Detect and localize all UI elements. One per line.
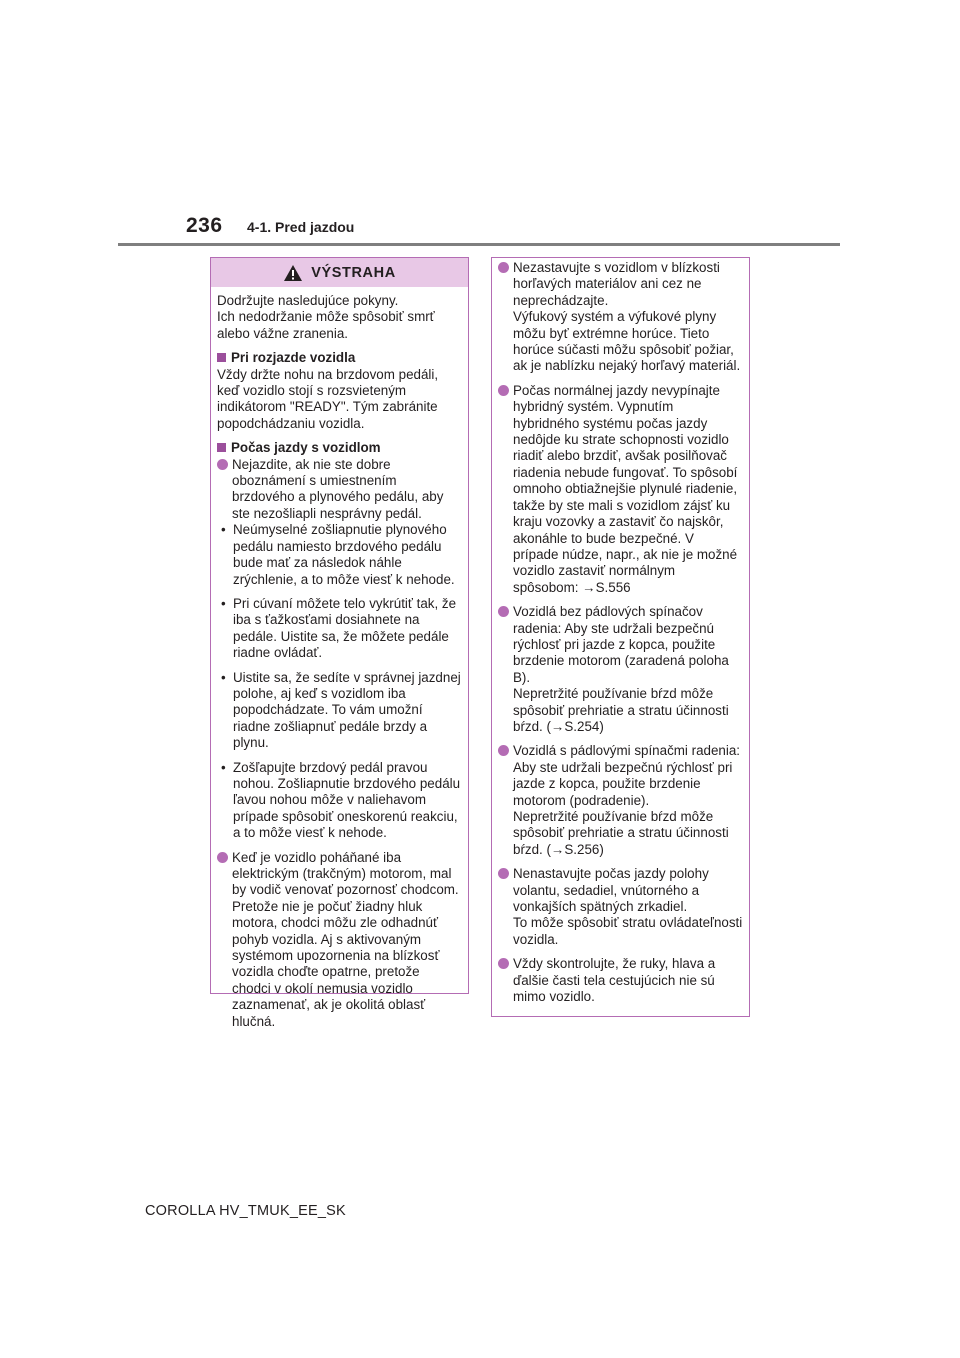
circle-bullet-icon: [217, 852, 228, 863]
section-text: Vždy držte nohu na brzdovom pedáli, keď vozidlo stojí s rozsvieteným indikátorom "READY". Tým zabránite popodchádzaniu vozidla.: [217, 366, 439, 431]
list-item: • Zošľapujte brzdový pedál pravou nohou. Zošliapnutie brzdového pedálu ľavou nohou môže v naliehavom prípade spôsobiť oneskorenú reakciu, a to môže viesť k nehode.: [217, 760, 462, 842]
dot-bullet-icon: •: [221, 759, 226, 775]
circle-bullet-icon: [217, 459, 228, 470]
section-title: 4-1. Pred jazdou: [247, 219, 355, 235]
dot-bullet-icon: •: [221, 595, 226, 611]
list-item: • Uistite sa, že sedíte v správnej jazdnej polohe, aj keď s vozidlom iba popodchádzate. To vám umožní riadne zošliapnuť pedále brzdy a plynu.: [217, 670, 462, 752]
dot-bullet-icon: •: [221, 669, 226, 685]
circle-bullet-icon: [498, 385, 509, 396]
list-item: Nenastavujte počas jazdy polohy volantu, sedadiel, vnútorného a vonkajších spätných zrkadiel. To môže spôsobiť stratu ovládateľnosti vozidla.: [498, 866, 743, 948]
warning-intro: Dodržujte nasledujúce pokyny. Ich nedodržanie môže spôsobiť smrť alebo vážne zranenia.: [217, 293, 435, 341]
warning-title: VÝSTRAHA: [311, 264, 396, 281]
warning-box-left: [210, 257, 469, 1029]
list-item: Počas normálnej jazdy nevypínajte hybridný systém. Vypnutím hybridného systému počas jazdy nedôjde ku strate schopnosti vozidlo riadiť alebo brzdiť, avšak posilňovač riadenia nebude fungovať. To spôsobí omnoho obtiažnejšie plynulé riadenie, takže by ste mali s vozidlom zájsť ku kraju vozovky a zastaviť čo najskôr, akonáhle to bude bezpečné. V prípade núdze, napr., ak nie je možné vozidlo zastaviť normálnym spôsobom: →S.556: [498, 383, 743, 596]
warning-header: [211, 258, 468, 287]
list-item: • Pri cúvaní môžete telo vykrútiť tak, že iba s ťažkosťami dosiahnete na pedále. Uistite sa, že môžete pedále riadne ovládať.: [217, 596, 462, 662]
circle-bullet-icon: [498, 262, 509, 273]
circle-bullet-icon: [498, 745, 509, 756]
list-item: • Neúmyselné zošliapnutie plynového pedálu namiesto brzdového pedálu bude mať za následok náhle zrýchlenie, a to môže viesť k nehode.: [217, 522, 462, 588]
warning-triangle-icon: [283, 264, 303, 282]
list-item: Vždy skontrolujte, že ruky, hlava a ďalšie časti tela cestujúcich nie sú mimo vozidlo.: [498, 956, 743, 1005]
list-item: Nejazdite, ak nie ste dobre oboznámení s umiestnením brzdového a plynového pedálu, aby ste nezošliapli nesprávny pedál.: [217, 457, 462, 523]
list-item: Vozidlá bez pádlových spínačov radenia: Aby ste udržali bezpečnú rýchlosť pri jazde z kopca, použite brzdenie motorom (zaradená poloha B). Nepretržité používanie bŕzd môže spôsobiť prehriatie a stratu účinnosti bŕzd. (→S.254): [498, 604, 743, 735]
square-bullet-icon: [217, 443, 226, 452]
circle-bullet-icon: [498, 868, 509, 879]
header-divider: [118, 243, 840, 246]
list-item: Keď je vozidlo poháňané iba elektrickým (trakčným) motorom, mal by vodič venovať pozornosť chodcom. Pretože nie je počuť žiadny hluk motora, chodci môžu zle odhadnúť pohyb vozidla. Aj s aktivovaným systémom upozornenia na blízkosť vozidla choďte opatrne, pretože chodci v okolí nemusia vozidlo zaznamenať, ak je okolitá oblasť hlučná.: [217, 850, 462, 1030]
footer-doc-id: COROLLA HV_TMUK_EE_SK: [145, 1203, 346, 1219]
circle-bullet-icon: [498, 606, 509, 617]
square-bullet-icon: [217, 353, 226, 362]
warning-box-right: [491, 257, 750, 1017]
dot-bullet-icon: •: [221, 522, 226, 538]
section-heading: Počas jazdy s vozidlom: [217, 440, 462, 456]
section-heading: Pri rozjazde vozidla: [217, 350, 462, 366]
list-item: Nezastavujte s vozidlom v blízkosti horľavých materiálov ani cez ne neprechádzajte. Výfukový systém a výfukové plyny môžu byť extrémne horúce. Tieto horúce súčasti môžu spôsobiť požiar, ak je nablízku nejaký horľavý materiál.: [498, 260, 743, 375]
circle-bullet-icon: [498, 958, 509, 969]
page-number: 236: [186, 214, 223, 237]
list-item: Vozidlá s pádlovými spínačmi radenia: Aby ste udržali bezpečnú rýchlosť pri jazde z kopca, použite brzdenie motorom (podradenie). Nepretržité používanie bŕzd môže spôsobiť prehriatie a stratu účinnosti bŕzd. (→S.256): [498, 743, 743, 858]
